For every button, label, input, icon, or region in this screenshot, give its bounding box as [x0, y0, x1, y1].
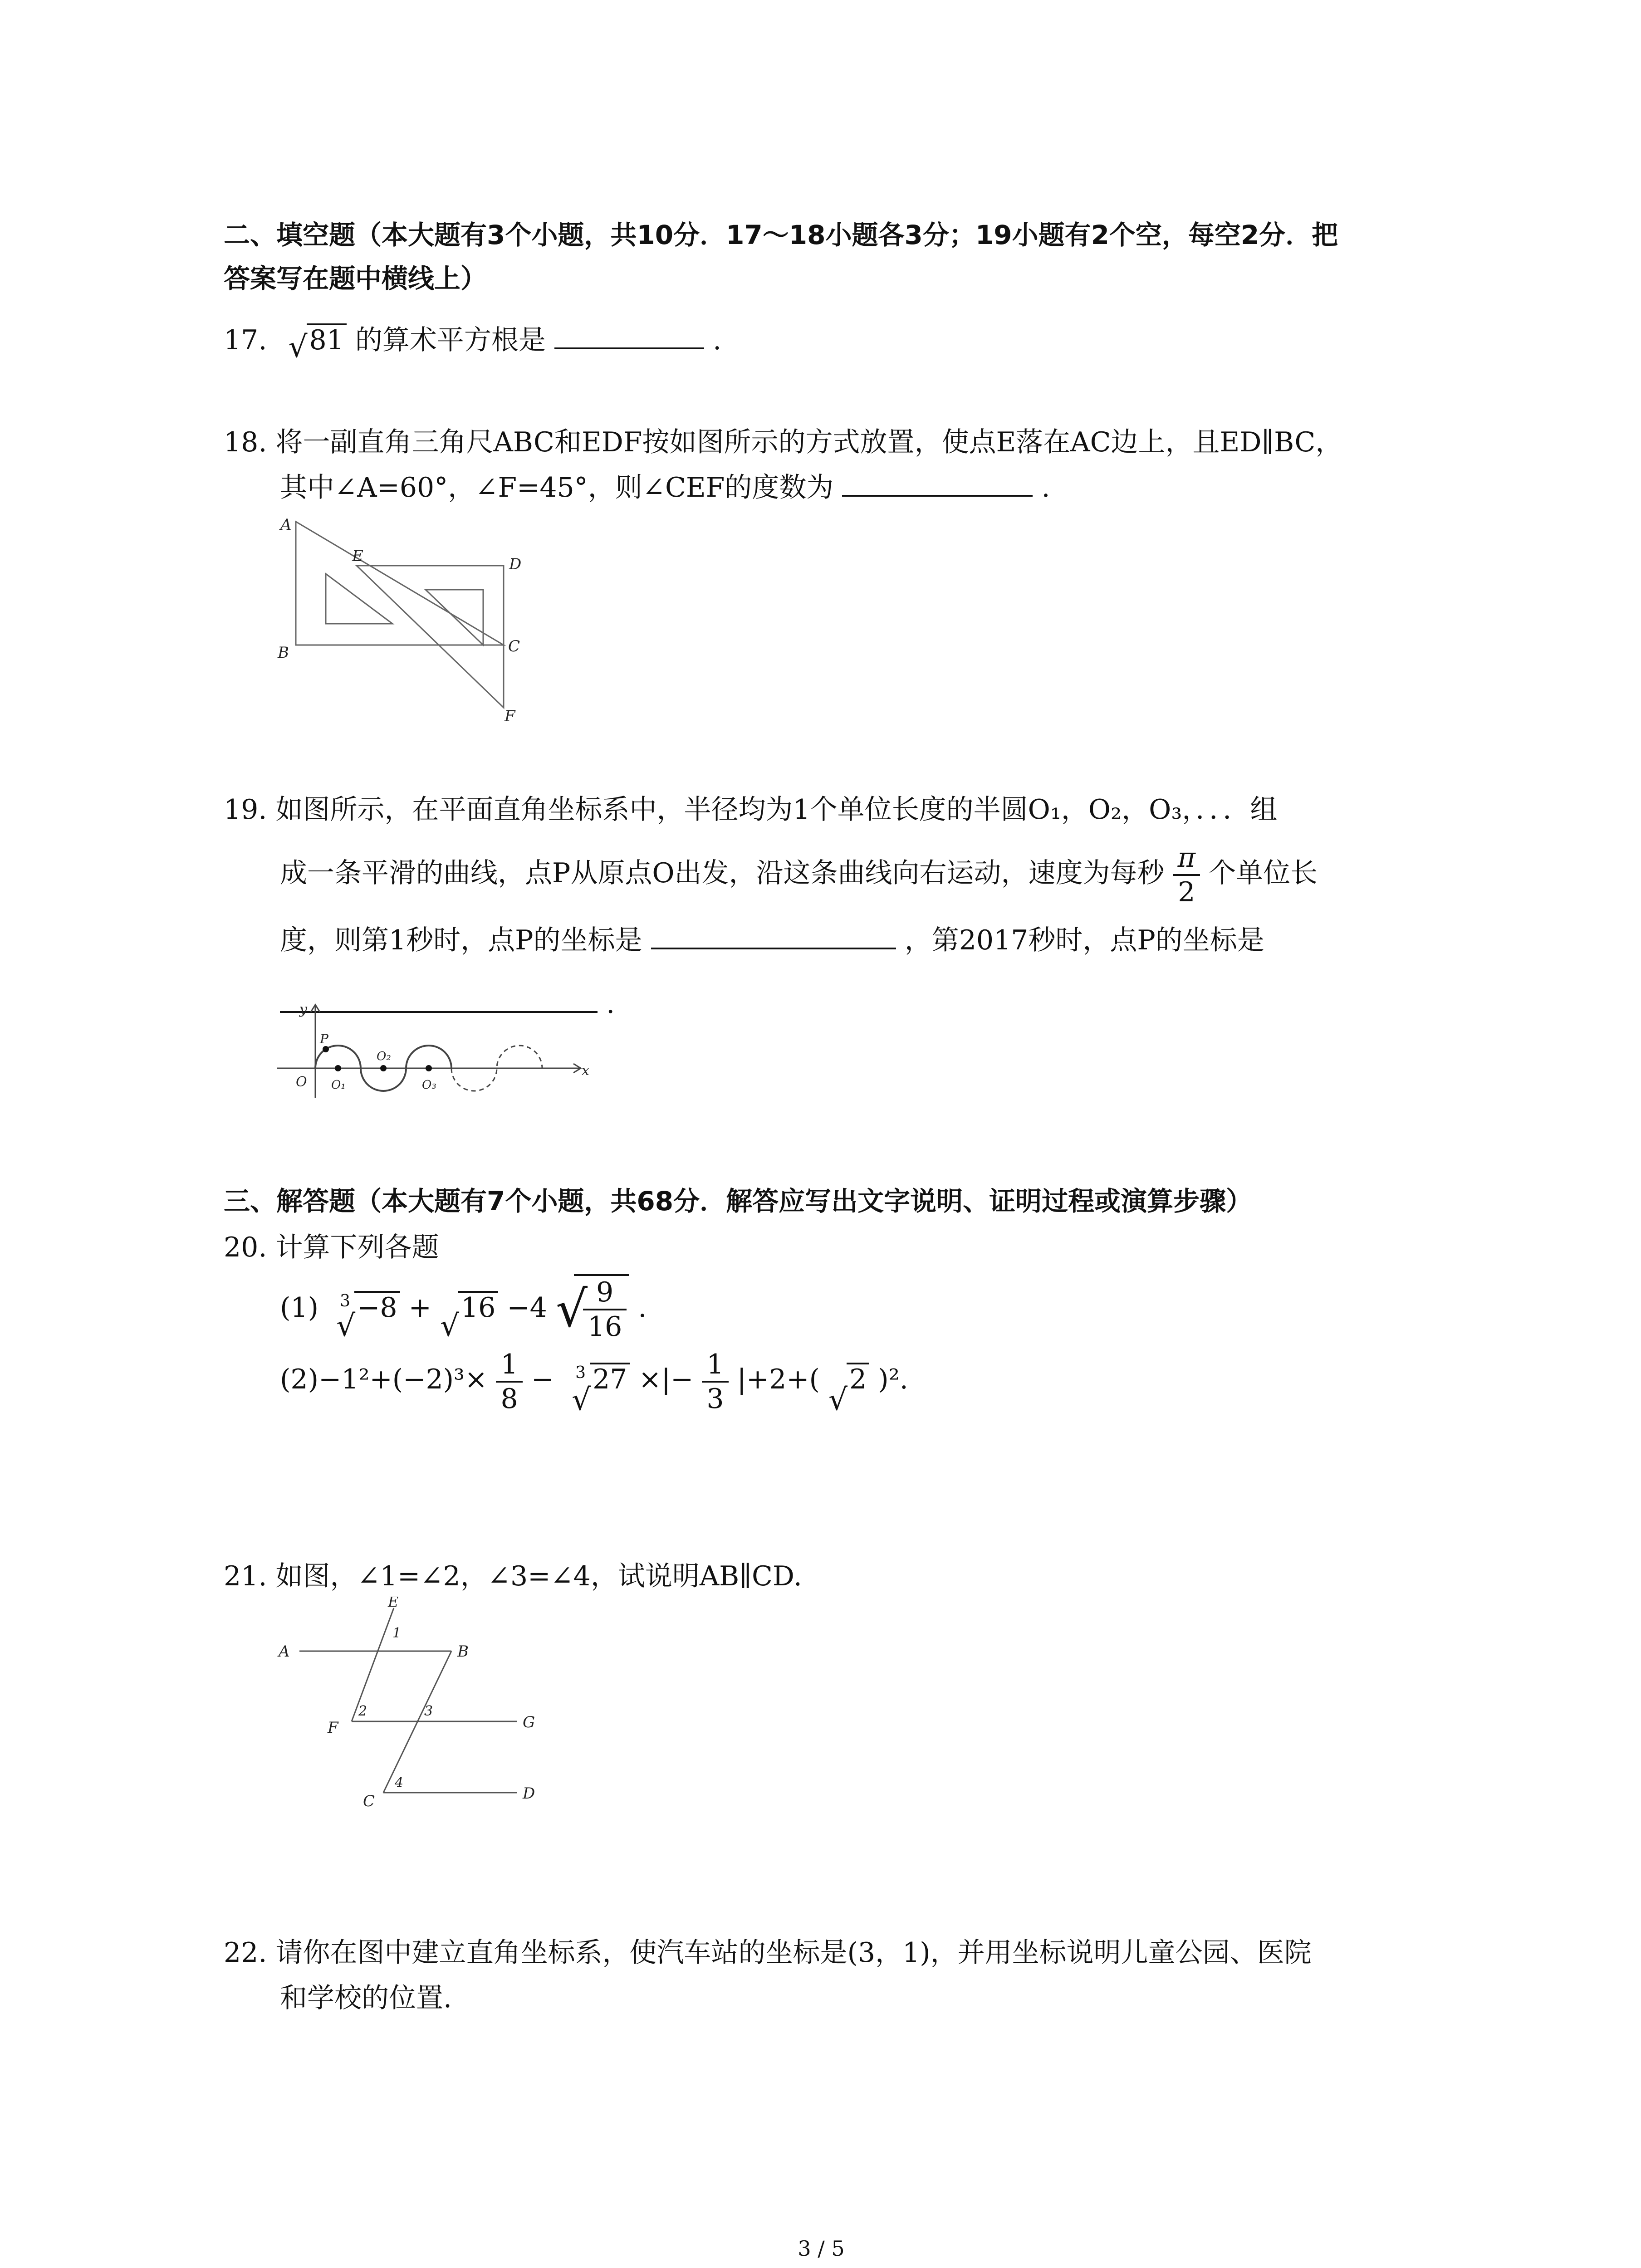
q17-end: . [713, 324, 722, 356]
section-3-heading: 三、解答题（本大题有7个小题，共68分．解答应写出文字说明、证明过程或演算步骤） [224, 1186, 1253, 1217]
q21-number: 21. [224, 1560, 267, 1592]
q19-line2b: 个单位长 [1209, 857, 1318, 889]
radical-sign: √ [555, 1280, 588, 1339]
triangle-edf-inner [426, 590, 483, 645]
cbrt-index: 3 [340, 1292, 350, 1310]
q19-frac-num: π [1173, 841, 1200, 876]
point-o2 [380, 1065, 387, 1071]
q20-p1-plus: + [408, 1292, 431, 1324]
q20-p1-minus4: −4 [507, 1292, 547, 1324]
q19-answer-blank-1[interactable] [651, 920, 896, 949]
label-b: B [457, 1642, 469, 1661]
line-fe [352, 1608, 394, 1721]
q19-line1: 如图所示，在平面直角坐标系中，半径均为1个单位长度的半圆O₁，O₂，O₃，．．．组 [275, 794, 1278, 826]
label-c: C [508, 637, 520, 655]
q20-number: 20. [224, 1232, 267, 1263]
q20-p2-frac2-den: 3 [706, 1383, 724, 1415]
q20-p1-cbrt [336, 1274, 400, 1342]
question-22 [224, 1930, 1449, 2021]
q20-p1-end: . [638, 1292, 647, 1324]
triangle-edf [357, 566, 504, 708]
q20-p2-cbrt-radicand: 27 [590, 1363, 630, 1394]
q20-p2-cbrt [572, 1343, 630, 1416]
q20-p1-cbrt-radicand: −8 [354, 1291, 400, 1323]
q20-part2 [224, 1343, 1449, 1416]
point-o3 [426, 1065, 432, 1071]
label-x: x [582, 1063, 589, 1079]
label-angle-4: 4 [395, 1775, 404, 1791]
q19-end: . [606, 988, 615, 1020]
q20-part1 [224, 1274, 1449, 1343]
point-p [323, 1046, 329, 1052]
point-o1 [335, 1065, 341, 1071]
label-o2: O₂ [377, 1050, 391, 1063]
q19-fraction [1173, 841, 1200, 909]
q19-number: 19. [224, 794, 267, 826]
q20-p2-frac1-den: 8 [500, 1383, 518, 1415]
q20-p1-sqrt [440, 1274, 498, 1342]
label-angle-3: 3 [424, 1703, 433, 1719]
q17-text: 的算术平方根是 [355, 324, 546, 356]
q22-line1: 请你在图中建立直角坐标系，使汽车站的坐标是(3，1)，并用坐标说明儿童公园、医院 [275, 1937, 1312, 1969]
section-2-heading [224, 213, 1440, 300]
question-18 [224, 420, 1449, 510]
cbrt-index: 3 [575, 1364, 586, 1383]
radical-sign: √ [828, 1382, 848, 1418]
q18-answer-blank[interactable] [842, 468, 1033, 497]
q17-sqrt [289, 318, 347, 363]
q20-p2-sqrt-radicand: 2 [847, 1363, 869, 1394]
label-e: E [352, 547, 363, 565]
q22-line2: 和学校的位置. [280, 1982, 452, 2014]
q20-p2-times: ×|− [638, 1364, 694, 1396]
label-c: C [363, 1792, 375, 1810]
q18-number: 18. [224, 426, 267, 458]
question-17 [224, 318, 1449, 363]
q22-number: 22. [224, 1937, 267, 1969]
q21-text: 如图，∠1=∠2，∠3=∠4，试说明AB∥CD. [275, 1560, 802, 1592]
label-angle-1: 1 [392, 1625, 402, 1641]
label-o1: O₁ [331, 1078, 346, 1092]
q19-line3a: 度，则第1秒时，点P的坐标是 [280, 924, 642, 957]
q20-p2-frac1 [496, 1348, 522, 1415]
page-number: 3 / 5 [798, 2236, 845, 2261]
label-d: D [523, 1784, 535, 1803]
q17-answer-blank[interactable] [554, 320, 704, 349]
label-o3: O₃ [422, 1078, 436, 1092]
q20-p1-label: (1) [280, 1292, 318, 1324]
q18-line2: 其中∠A=60°，∠F=45°，则∠CEF的度数为 [280, 472, 834, 503]
q19-line2a: 成一条平滑的曲线，点P从原点O出发，沿这条曲线向右运动，速度为每秒 [280, 857, 1165, 889]
label-f: F [505, 707, 515, 725]
section-2-heading-line1: 二、填空题（本大题有3个小题，共10分．17～18小题各3分；19小题有2个空，每空2分．把 [224, 220, 1338, 250]
label-b: B [278, 644, 289, 662]
radical-sign: √ [572, 1382, 591, 1418]
label-d: D [509, 555, 522, 573]
triangle-abc [296, 522, 504, 645]
q19-semicircle-figure [272, 1000, 590, 1105]
q20-p2-frac2 [702, 1348, 728, 1415]
q20-p1-sqrt-frac [556, 1274, 629, 1343]
q18-end: . [1041, 472, 1050, 503]
question-21 [224, 1554, 1449, 1599]
label-p: P [320, 1031, 328, 1046]
label-e: E [388, 1597, 399, 1610]
question-19 [224, 778, 1449, 1036]
q20-p2-frac2-num: 1 [702, 1348, 728, 1383]
q20-p2-frac1-num: 1 [496, 1348, 522, 1383]
section-2-heading-line2: 答案写在题中横线上） [224, 263, 487, 294]
q18-triangle-figure [272, 513, 526, 726]
q17-radicand: 81 [307, 323, 347, 355]
label-y: y [299, 1002, 307, 1017]
label-a: A [280, 516, 292, 534]
q20-p2-sqrt [828, 1343, 869, 1416]
q19-line3b: ，第2017秒时，点P的坐标是 [904, 924, 1264, 957]
q19-frac-den: 2 [1178, 876, 1195, 909]
triangle-abc-inner [326, 574, 392, 624]
q20-p1-frac [583, 1276, 627, 1343]
radical-sign: √ [288, 329, 308, 364]
q21-parallel-lines-figure [272, 1597, 554, 1810]
question-20 [224, 1225, 1449, 1416]
q17-number: 17. [224, 324, 267, 356]
label-g: G [523, 1713, 535, 1731]
q20-p2-end: )². [878, 1364, 908, 1396]
label-a: A [279, 1642, 290, 1661]
q20-p2-minus: − [531, 1364, 554, 1396]
q18-line1: 将一副直角三角尺ABC和EDF按如图所示的方式放置，使点E落在AC边上，且ED∥BC， [275, 426, 1343, 458]
radical-sign: √ [440, 1308, 460, 1343]
label-o: O [296, 1074, 307, 1090]
radical-sign: √ [336, 1308, 356, 1343]
label-f: F [328, 1719, 338, 1737]
q20-p1-frac-den: 16 [587, 1311, 622, 1343]
q20-title: 计算下列各题 [275, 1232, 439, 1263]
q20-p2-mid: |+2+( [737, 1364, 820, 1396]
q20-p2-prefix: (2)−1²+(−2)³× [280, 1364, 488, 1396]
q20-p1-frac-num: 9 [583, 1276, 627, 1310]
label-angle-2: 2 [358, 1703, 367, 1719]
q20-p1-sqrt-radicand: 16 [458, 1291, 498, 1323]
